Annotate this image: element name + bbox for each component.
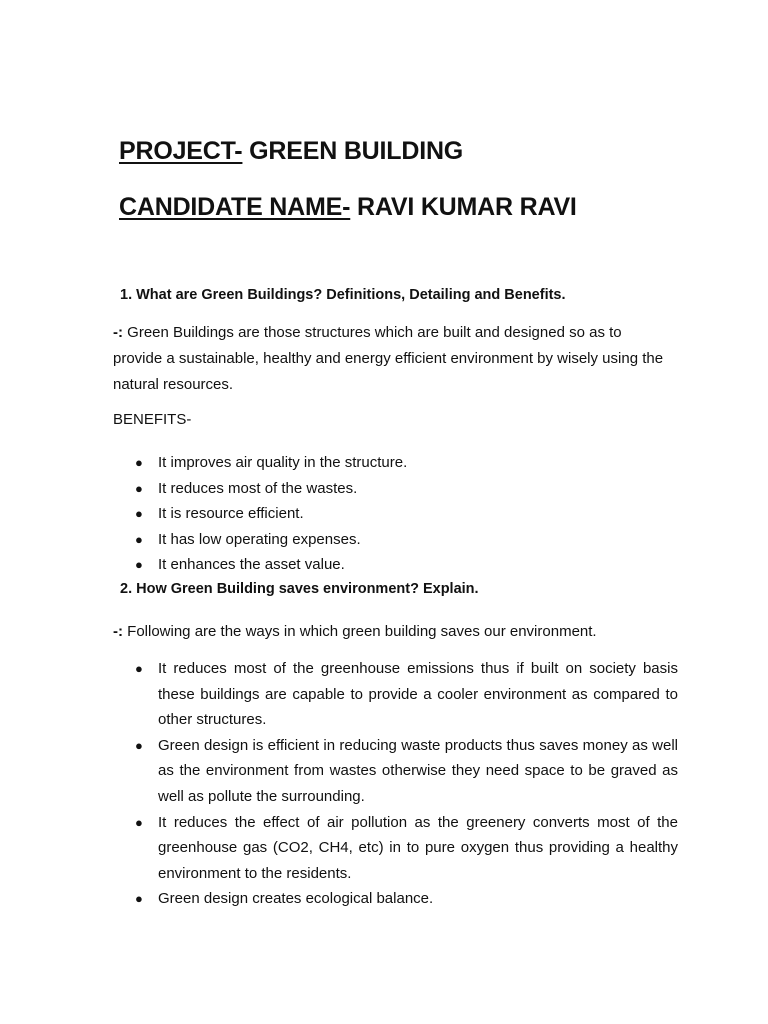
- candidate-name: RAVI KUMAR RAVI: [350, 193, 577, 221]
- answer-2: [113, 619, 673, 645]
- bullet-icon: ●: [135, 557, 143, 573]
- candidate-label: CANDIDATE NAME-: [119, 193, 351, 221]
- list-item: [113, 501, 513, 527]
- answer-2-lead: -:: [113, 623, 123, 640]
- bullet-icon: ●: [135, 737, 143, 753]
- list-item: [113, 733, 678, 810]
- candidate-heading: [119, 193, 577, 222]
- list-item: [113, 656, 678, 733]
- list-item: [113, 886, 678, 912]
- bullet-icon: ●: [135, 480, 143, 496]
- project-label: PROJECT-: [119, 137, 243, 165]
- bullet-icon: ●: [135, 455, 143, 470]
- environment-points-list: [113, 656, 678, 912]
- bullet-icon: ●: [135, 814, 143, 830]
- list-item: [113, 476, 513, 502]
- bullet-icon: ●: [135, 506, 143, 522]
- answer-2-text: Following are the ways in which green building saves our environment.: [123, 623, 597, 640]
- list-item: [113, 552, 513, 578]
- benefits-list: [113, 450, 513, 578]
- answer-1-text: Green Buildings are those structures which are built and designed so as to provide a sustainable, healthy and energy efficient environment by wisely using the natural resources.: [113, 324, 664, 393]
- list-item: [113, 527, 513, 553]
- list-item-text: It reduces most of the wastes.: [158, 479, 358, 497]
- list-item: [113, 450, 513, 476]
- bullet-icon: ●: [135, 531, 143, 547]
- project-title: GREEN BUILDING: [242, 137, 464, 165]
- benefits-label: BENEFITS-: [113, 411, 192, 428]
- list-item-text: Green design creates ecological balance.: [158, 890, 434, 908]
- list-item-text: It has low operating expenses.: [158, 530, 361, 548]
- project-heading: [119, 137, 463, 166]
- answer-1: [113, 320, 673, 398]
- list-item-text: Green design is efficient in reducing waste products thus saves money as well as the environment from wastes otherwise they need space to be graved as well as pollute the surrounding.: [158, 736, 678, 805]
- question-2: 2. How Green Building saves environment? Explain.: [120, 581, 479, 597]
- answer-1-lead: -:: [113, 324, 123, 341]
- bullet-icon: ●: [135, 661, 143, 676]
- list-item-text: It enhances the asset value.: [158, 556, 345, 574]
- bullet-icon: ●: [135, 891, 143, 907]
- question-1: 1. What are Green Buildings? Definitions, Detailing and Benefits.: [120, 287, 566, 303]
- list-item-text: It is resource efficient.: [158, 505, 304, 523]
- list-item: [113, 810, 678, 887]
- list-item-text: It reduces the effect of air pollution as the greenery converts most of the greenhouse gas (CO2, CH4, etc) in to pure oxygen thus providing a healthy environment to the residents.: [158, 813, 678, 882]
- list-item-text: It improves air quality in the structure.: [158, 454, 408, 471]
- list-item-text: It reduces most of the greenhouse emissions thus if built on society basis these buildings are capable to provide a cooler environment as compared to other structures.: [158, 660, 678, 729]
